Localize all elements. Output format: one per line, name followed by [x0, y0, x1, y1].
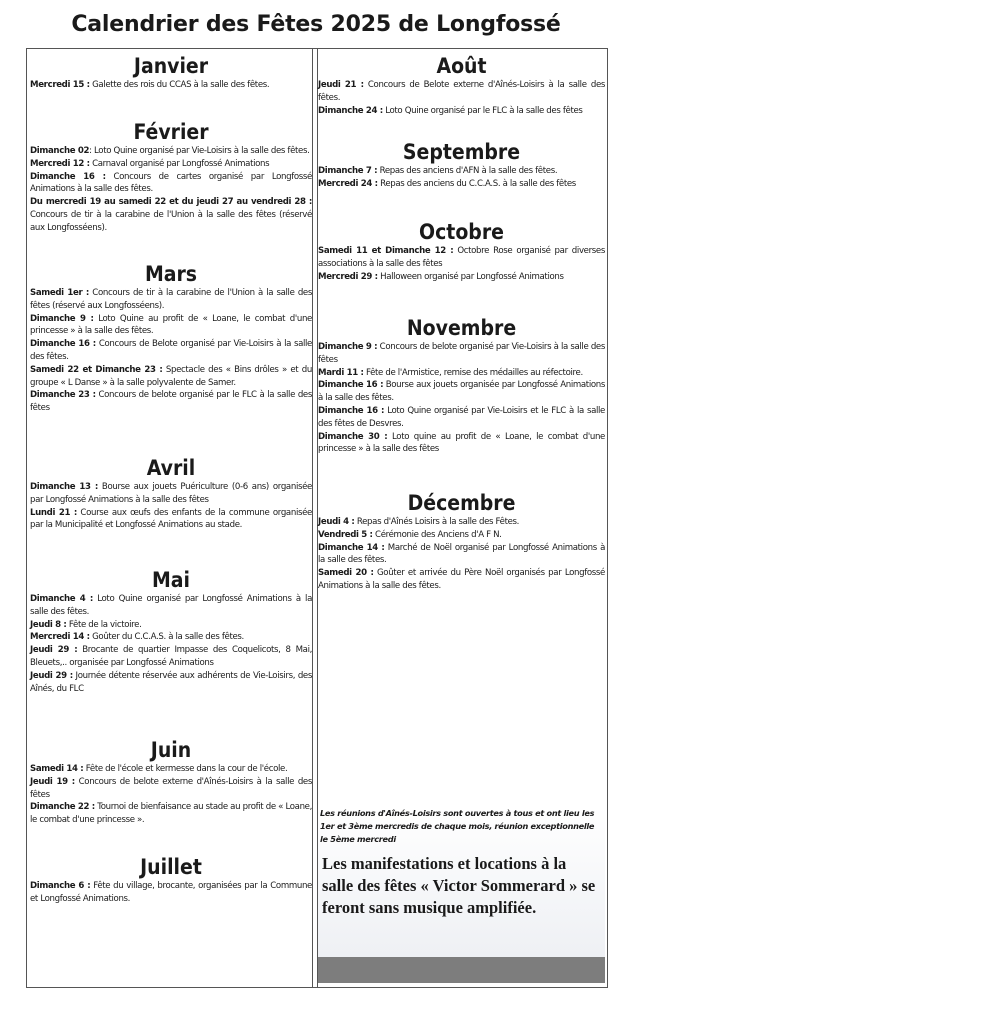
event-date: Lundi 21 :: [30, 507, 77, 518]
event-description: Concours de belote organisé par Vie-Loisirs à la salle des fêtes: [318, 342, 605, 365]
event-entry: [30, 79, 312, 92]
event-description: Brocante de quartier Impasse des Coquelicots, 8 Mai, Bleuets,.. organisée par Longfossé Animations: [30, 645, 313, 668]
event-date: Dimanche 9 :: [30, 313, 94, 324]
event-description: Cérémonie des Anciens d'A F N.: [372, 529, 502, 540]
event-description: Octobre Rose organisé par diverses associations à la salle des fêtes: [318, 246, 605, 269]
event-description: Loto Quine organisé par le FLC à la salle des fêtes: [382, 105, 583, 116]
event-description: Fête de l'Armistice, remise des médailles au réfectoire.: [363, 367, 583, 378]
month-heading: Décembre: [407, 491, 516, 515]
event-date: Mardi 11 :: [318, 367, 364, 378]
event-date: Dimanche 23 :: [30, 390, 96, 401]
event-date: Dimanche 16 :: [318, 405, 385, 416]
event-entry: [318, 431, 605, 457]
event-description: Bourse aux jouets organisée par Longfossé Animations à la salle des fêtes.: [318, 380, 605, 404]
event-description: Course aux œufs des enfants de la commune organisée par la Municipalité et Longfossé Animations au stade.: [30, 507, 312, 531]
month-section: [30, 737, 312, 827]
event-entry: [30, 389, 312, 415]
event-description: : Loto Quine organisé par Vie-Loisirs à la salle des fêtes.: [89, 146, 310, 156]
event-entry: [318, 542, 605, 568]
month-section: [318, 53, 605, 117]
event-entry: [30, 145, 312, 158]
month-section: [30, 261, 312, 415]
event-description: Bourse aux jouets Puériculture (0-6 ans) organisée par Longfossé Animations à la salle des fêtes: [30, 482, 312, 505]
event-date: Dimanche 22 :: [30, 802, 95, 813]
event-date: Samedi 20 :: [318, 568, 374, 579]
event-date: Vendredi 5 :: [318, 529, 373, 540]
event-description: Concours de Belote organisé par Vie-Loisirs à la salle des fêtes.: [30, 339, 312, 362]
event-entry: [318, 245, 605, 271]
meetings-notice: Les réunions d'Aînés-Loisirs sont ouvertes à tous et ont lieu les 1er et 3ème mercredis de chaque mois, réunion exceptionnelle le 5ème mercredi: [320, 808, 595, 844]
event-date: Jeudi 19 :: [30, 776, 75, 787]
event-description: Fête du village, brocante, organisées par la Commune et Longfossé Animations.: [30, 881, 312, 904]
event-description: Concours de tir à la carabine de l'Union à la salle des fêtes (réservé aux Longfosséens).: [30, 209, 312, 233]
event-description: Galette des rois du CCAS à la salle des fêtes.: [89, 80, 270, 90]
event-description: Goûter du C.C.A.S. à la salle des fêtes.: [89, 632, 244, 643]
calendar-frame: [26, 48, 608, 988]
month-section: [318, 139, 605, 191]
event-date: Dimanche 02: [30, 146, 90, 156]
event-entry: [318, 516, 605, 529]
month-heading: Septembre: [402, 140, 521, 164]
event-description: Tournoi de bienfaisance au stade au profit de « Loane, le combat d'une princesse ».: [30, 802, 312, 826]
event-date: Jeudi 29 :: [30, 670, 73, 681]
event-entry: [318, 405, 605, 431]
event-description: Halloween organisé par Longfossé Animations: [377, 271, 564, 282]
event-description: Fête de l'école et kermesse dans la cour de l'école.: [83, 764, 288, 774]
right-column: [318, 53, 605, 983]
event-entry: [318, 105, 605, 118]
event-description: Marché de Noël organisé par Longfossé Animations à la salle des fêtes.: [318, 542, 606, 566]
event-date: Samedi 11 et Dimanche 12 :: [318, 246, 454, 256]
event-date: Mercredi 14 :: [30, 632, 90, 643]
month-heading: Juin: [150, 738, 192, 762]
month-section: [30, 455, 312, 532]
event-entry: [30, 763, 312, 776]
event-description: Loto quine au profit de « Loane, le combat d'une princesse » à la salle des fêtes: [318, 431, 605, 455]
month-heading: Mars: [144, 262, 198, 286]
month-section: [30, 854, 312, 906]
event-description: Goûter et arrivée du Père Noël organisés par Longfossé Animations à la salle des fêtes.: [318, 568, 605, 591]
event-entry: [318, 379, 605, 405]
event-entry: [30, 364, 312, 390]
event-date: Mercredi 29 :: [318, 271, 378, 282]
event-entry: [30, 619, 312, 632]
month-heading: Janvier: [133, 54, 209, 78]
month-section: [30, 53, 312, 92]
event-date: Du mercredi 19 au samedi 22 et du jeudi 27 au vendredi 28 :: [30, 197, 312, 208]
event-date: Mercredi 15 :: [30, 80, 90, 90]
event-description: Concours de cartes organisé par Longfossé Animations à la salle des fêtes.: [30, 171, 312, 195]
month-section: [318, 490, 605, 593]
event-entry: [30, 313, 312, 339]
event-date: Dimanche 6 :: [30, 881, 91, 891]
event-date: Jeudi 4 :: [318, 517, 355, 527]
event-entry: [318, 567, 605, 593]
event-date: Dimanche 16 :: [318, 380, 384, 391]
left-column: [30, 53, 312, 983]
event-description: Concours de tir à la carabine de l'Union à la salle des fêtes (réservé aux Longfosséens).: [30, 288, 312, 311]
event-description: Fête de la victoire.: [66, 619, 142, 630]
event-entry: [30, 644, 312, 670]
event-description: Repas des anciens d'AFN à la salle des fêtes.: [377, 166, 558, 176]
event-date: Dimanche 24 :: [318, 105, 383, 116]
month-heading: Avril: [146, 456, 196, 480]
month-heading: Août: [436, 54, 487, 78]
event-entry: [30, 801, 312, 827]
event-entry: [30, 631, 312, 644]
month-heading: Octobre: [419, 220, 504, 244]
event-date: Jeudi 29 :: [30, 645, 78, 656]
month-heading: Juillet: [140, 855, 202, 879]
event-entry: [30, 593, 312, 619]
event-description: Loto Quine organisé par Longfossé Animations à la salle des fêtes.: [30, 594, 312, 617]
event-description: Concours de Belote externe d'Aînés-Loisirs à la salle des fêtes.: [318, 80, 606, 103]
event-entry: [30, 776, 312, 802]
event-entry: [318, 271, 605, 284]
event-date: Samedi 1er :: [30, 288, 89, 298]
event-date: Dimanche 16 :: [30, 339, 96, 350]
month-section: [318, 315, 605, 456]
footer-band: [318, 957, 605, 983]
event-date: Dimanche 4 :: [30, 594, 93, 604]
event-entry: [30, 171, 312, 197]
event-entry: [30, 196, 312, 234]
event-date: Mercredi 12 :: [30, 158, 90, 169]
event-date: Dimanche 16 :: [30, 171, 106, 182]
event-description: Concours de belote externe d'Aînés-Loisirs à la salle des fêtes: [30, 776, 313, 800]
event-date: Dimanche 9 :: [318, 342, 378, 352]
event-description: Concours de belote organisé par le FLC à la salle des fêtes: [30, 390, 312, 414]
event-description: Loto Quine au profit de « Loane, le combat d'une princesse » à la salle des fêtes.: [30, 313, 312, 337]
month-heading: Novembre: [406, 316, 517, 340]
event-description: Repas des anciens du C.C.A.S. à la salle des fêtes: [377, 178, 576, 189]
event-entry: [30, 481, 312, 507]
event-entry: [318, 529, 605, 542]
page-title: Calendrier des Fêtes 2025 de Longfossé: [71, 12, 561, 37]
event-date: Jeudi 21 :: [318, 80, 364, 90]
event-date: Jeudi 8 :: [30, 619, 67, 630]
event-description: Loto Quine organisé par Vie-Loisirs et le FLC à la salle des fêtes de Desvres.: [318, 405, 605, 429]
event-date: Dimanche 7 :: [318, 166, 378, 176]
event-date: Samedi 22 et Dimanche 23 :: [30, 364, 163, 375]
month-heading: Février: [133, 120, 209, 144]
event-date: Samedi 14 :: [30, 764, 84, 774]
month-heading: Mai: [151, 568, 191, 592]
event-description: Spectacle des « Bins drôles » et du groupe « L Danse » à la salle polyvalente de Samer.: [30, 364, 312, 388]
event-description: Repas d'Aînés Loisirs à la salle des Fêtes.: [354, 517, 520, 527]
event-description: Journée détente réservée aux adhérents de Vie-Loisirs, des Aînés, du FLC: [30, 670, 312, 694]
event-entry: [318, 165, 605, 178]
event-description: Carnaval organisé par Longfossé Animations: [89, 158, 270, 169]
event-entry: [318, 367, 605, 380]
month-section: [30, 567, 312, 695]
event-date: Dimanche 13 :: [30, 482, 98, 492]
event-entry: [30, 158, 312, 171]
music-notice: Les manifestations et locations à la salle des fêtes « Victor Sommerard » se feront sans musique amplifiée.: [322, 854, 596, 917]
event-entry: [318, 79, 605, 105]
event-date: Dimanche 14 :: [318, 542, 385, 553]
event-date: Dimanche 30 :: [318, 431, 388, 442]
event-entry: [30, 880, 312, 906]
event-date: Mercredi 24 :: [318, 178, 378, 189]
event-entry: [30, 287, 312, 313]
event-entry: [30, 507, 312, 533]
month-section: [30, 119, 312, 235]
event-entry: [30, 670, 312, 696]
event-entry: [30, 338, 312, 364]
event-entry: [318, 178, 605, 191]
event-entry: [318, 341, 605, 367]
month-section: [318, 219, 605, 283]
